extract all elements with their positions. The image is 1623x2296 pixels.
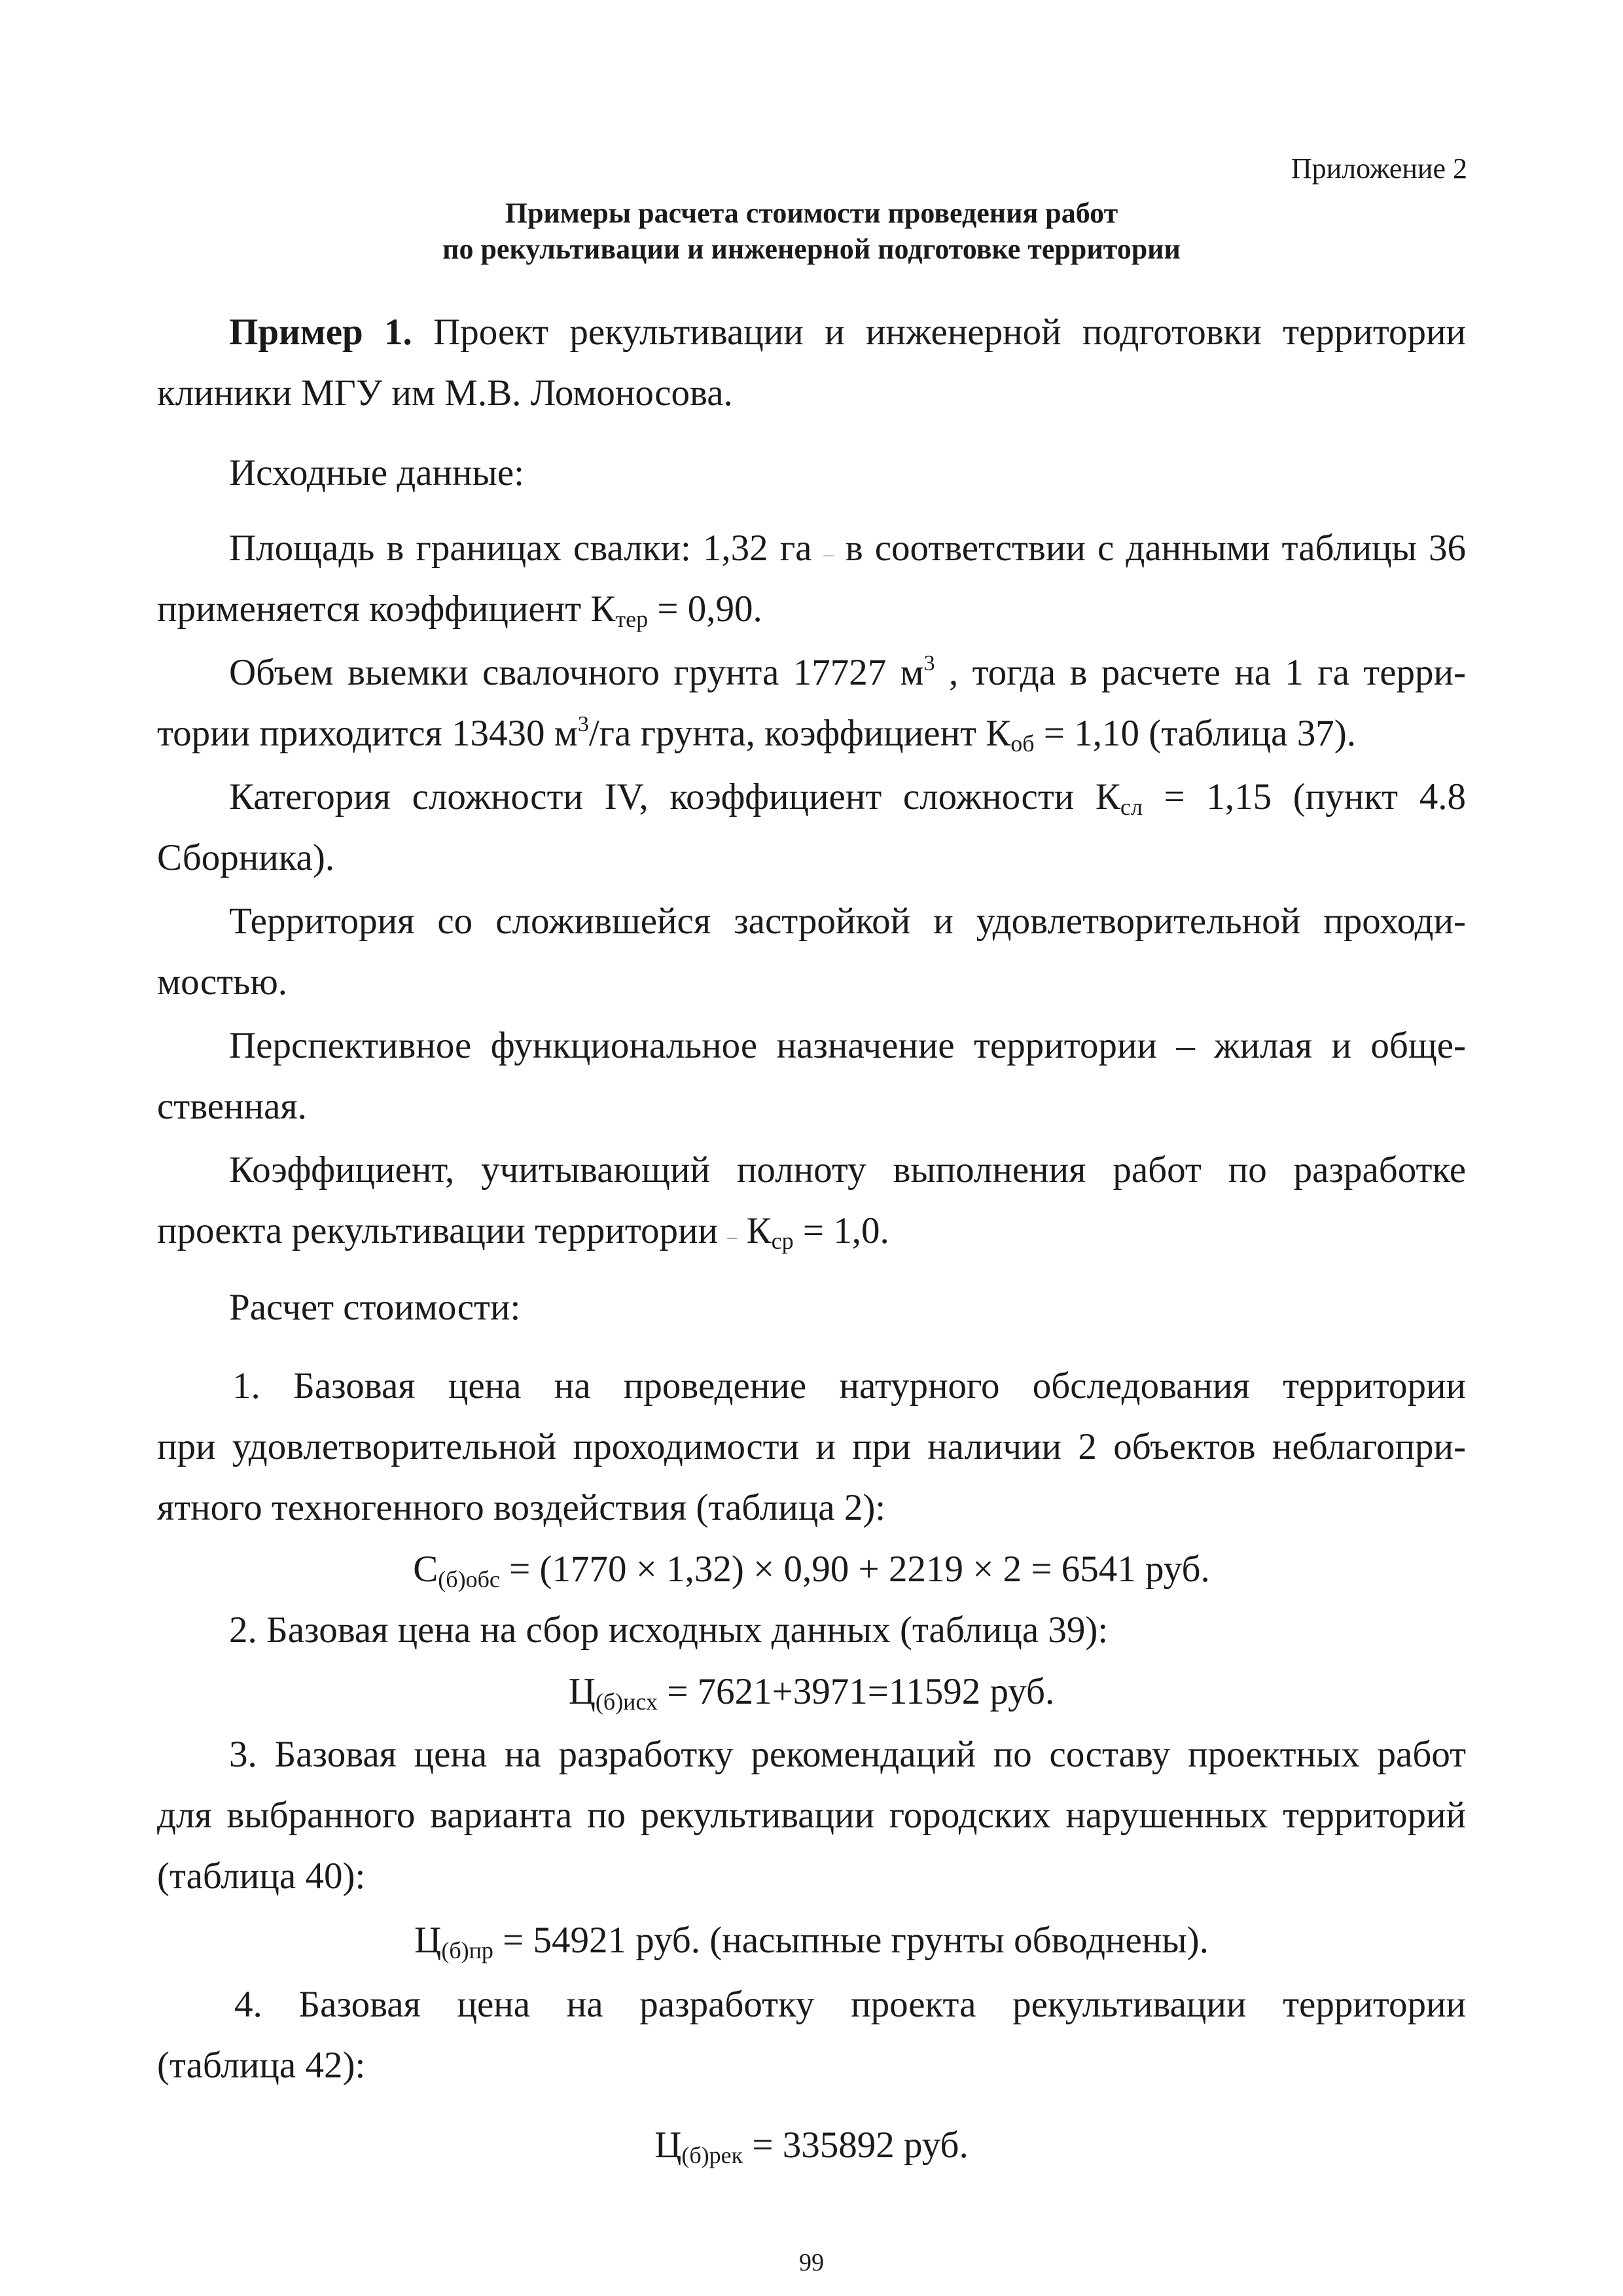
calc-p1-line2: при удовлетворительной проходимости и при наличии 2 объектов неблагопри- bbox=[157, 1426, 1466, 1467]
calc-p1-line1: 1. Базовая цена на проведение натурного обследования территории bbox=[232, 1365, 1466, 1407]
category-text-a: Категория сложности IV, коэффициент сложности К bbox=[229, 776, 1120, 817]
area-text-a: Площадь в границах свалки: 1,32 га bbox=[229, 528, 812, 569]
coefficient-value: = 1,0. bbox=[802, 1210, 889, 1251]
territory-line2: мостью. bbox=[157, 961, 288, 1003]
area-line2 bbox=[157, 588, 1466, 633]
area-dash: – bbox=[823, 543, 834, 565]
formula-4-expression: = 335892 руб. bbox=[752, 2125, 969, 2166]
coefficient-line1: Коэффициент, учитывающий полноту выполнения работ по разработке bbox=[229, 1149, 1466, 1191]
volume-text-c: тории приходится 13430 м bbox=[157, 713, 578, 754]
coefficient-dash: – bbox=[727, 1226, 738, 1247]
volume-text-e: = 1,10 (таблица 37). bbox=[1043, 713, 1356, 754]
appendix-label: Приложение 2 bbox=[1291, 152, 1467, 185]
calc-p3-line1: 3. Базовая цена на разработку рекомендаций по составу проектных работ bbox=[229, 1734, 1466, 1775]
calc-p2: 2. Базовая цена на сбор исходных данных (таблица 39): bbox=[229, 1609, 1109, 1651]
category-line2: Сборника). bbox=[157, 837, 335, 878]
page-title-line2: по рекультивации и инженерной подготовке территории bbox=[442, 233, 1181, 265]
formula-4 bbox=[0, 2124, 1623, 2169]
area-coef-value: = 0,90. bbox=[657, 588, 762, 630]
formula-3-sub: (б)пр bbox=[441, 1937, 493, 1964]
area-coef-text: применяется коэффициент К bbox=[157, 588, 616, 630]
calc-p3-line2: для выбранного варианта по рекультивации городских нарушенных территорий bbox=[157, 1795, 1466, 1836]
formula-3-expression: = 54921 руб. (насыпные грунты обводнены). bbox=[503, 1920, 1209, 1961]
coefficient-text-a: проекта рекультивации территории bbox=[157, 1210, 719, 1251]
volume-line2 bbox=[157, 712, 1466, 757]
category-text-b: = 1,15 (пункт 4.8 bbox=[1164, 776, 1466, 817]
calc-p1-line3: ятного техногенного воздействия (таблица 2): bbox=[157, 1487, 886, 1528]
volume-sup: 3 bbox=[923, 651, 935, 675]
perspective-line1: Перспективное функциональное назначение территории – жилая и обще- bbox=[229, 1025, 1466, 1066]
initial-data-heading: Исходные данные: bbox=[229, 452, 524, 493]
volume-text-b: , тогда в расчете на 1 га терри- bbox=[949, 652, 1466, 693]
calc-p3-line3: (таблица 40): bbox=[157, 1856, 366, 1897]
coefficient-line2 bbox=[157, 1210, 1466, 1255]
formula-1-sub: (б)обс bbox=[438, 1566, 500, 1592]
example-paragraph-line1 bbox=[229, 311, 1466, 353]
example-text: Проект рекультивации и инженерной подготовки территории bbox=[433, 312, 1466, 353]
formula-1-expression: = (1770 × 1,32) × 0,90 + 2219 × 2 = 6541 руб. bbox=[509, 1549, 1210, 1590]
example-label: Пример 1. bbox=[229, 312, 412, 353]
formula-1-symbol: С bbox=[413, 1549, 438, 1590]
coefficient-sub: ср bbox=[771, 1228, 794, 1254]
calc-p4-line1: 4. Базовая цена на разработку проекта рекультивации территории bbox=[234, 1984, 1466, 2025]
area-text-b: в соответствии с данными таблицы 36 bbox=[845, 528, 1467, 569]
area-coef-sub: тер bbox=[615, 606, 649, 632]
coefficient-k: К bbox=[746, 1210, 772, 1251]
category-sub: сл bbox=[1120, 794, 1143, 820]
page-number: 99 bbox=[799, 2249, 824, 2276]
perspective-line2: ственная. bbox=[157, 1086, 307, 1127]
calc-heading: Расчет стоимости: bbox=[229, 1287, 521, 1328]
formula-3 bbox=[0, 1919, 1623, 1964]
volume-text-d: /га грунта, коэффициент К bbox=[588, 713, 1011, 754]
example-paragraph-line2: клиники МГУ им М.В. Ломоносова. bbox=[157, 372, 733, 414]
formula-2-sub: (б)исх bbox=[595, 1689, 658, 1715]
calc-p4-line2: (таблица 42): bbox=[157, 2045, 366, 2086]
volume-text-a: Объем выемки свалочного грунта 17727 м bbox=[229, 652, 924, 693]
volume-sup2: 3 bbox=[577, 712, 589, 736]
volume-line1 bbox=[229, 651, 1466, 694]
volume-sub: об bbox=[1010, 730, 1035, 757]
area-line1 bbox=[229, 527, 1466, 569]
territory-line1: Территория со сложившейся застройкой и удовлетворительной проходи- bbox=[229, 901, 1466, 942]
category-line1 bbox=[229, 776, 1466, 821]
formula-4-symbol: Ц bbox=[654, 2125, 682, 2166]
formula-3-symbol: Ц bbox=[414, 1920, 442, 1961]
formula-2-expression: = 7621+3971=11592 руб. bbox=[667, 1671, 1055, 1712]
formula-2-symbol: Ц bbox=[568, 1671, 596, 1712]
formula-1 bbox=[0, 1548, 1623, 1593]
page-title-line1: Примеры расчета стоимости проведения работ bbox=[505, 197, 1118, 229]
formula-2 bbox=[0, 1670, 1623, 1715]
formula-4-sub: (б)рек bbox=[681, 2142, 743, 2168]
